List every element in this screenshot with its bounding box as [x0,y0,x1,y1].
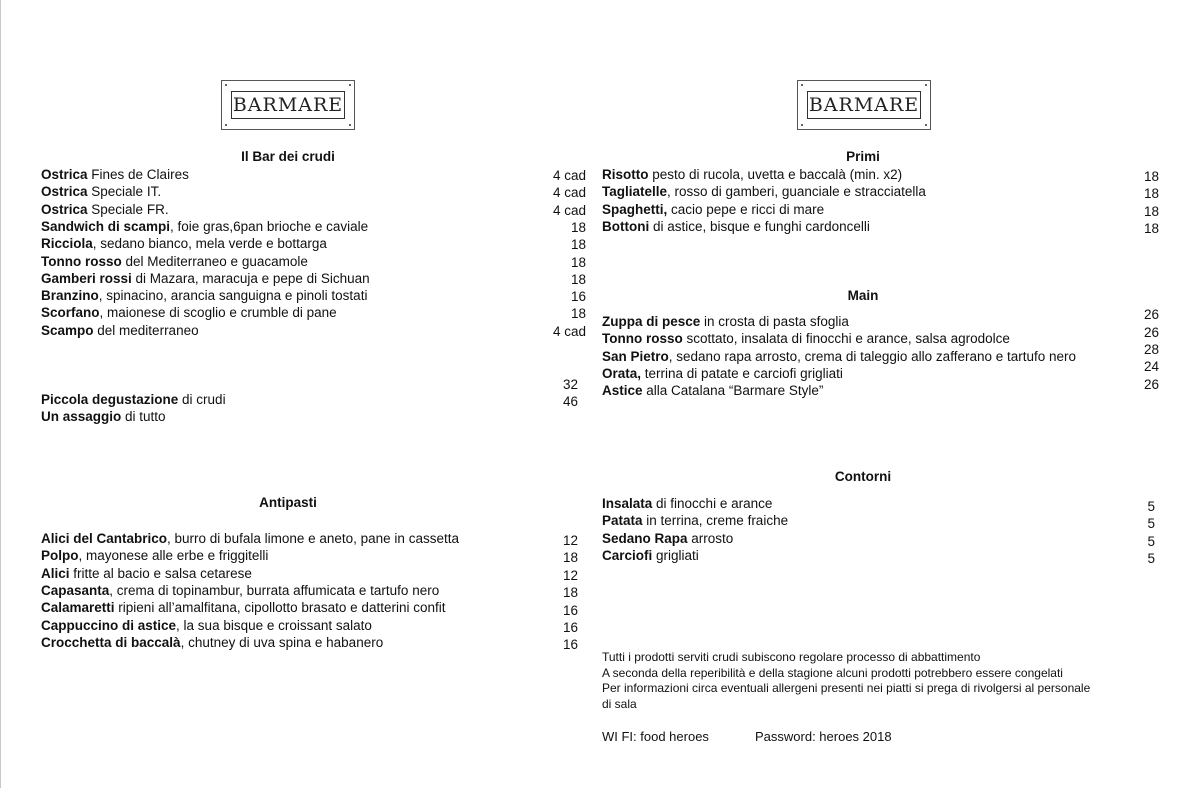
dish-description: , sedano rapa arrosto, crema di taleggio allo zafferano e tartufo nero [668,348,1077,364]
dish-name: Ricciola [41,236,93,252]
dish-name: Ostrica [41,184,88,200]
wifi-password: Password: heroes 2018 [755,729,892,744]
dish-price: 12 [562,568,578,583]
menu-item [41,617,372,634]
menu-item [41,634,383,651]
dish-price: 18 [1143,204,1159,219]
dish-name: Alici [41,565,70,581]
menu-item [602,547,699,564]
wifi-network: WI FI: food heroes [602,729,709,744]
dish-price: 18 [1143,186,1159,201]
menu-item [41,235,327,252]
menu-item [602,166,902,183]
dish-description: Speciale FR. [87,201,169,217]
menu-item [41,183,161,200]
dish-name: Piccola degustazione [41,392,179,407]
dish-name: Scorfano [41,305,100,321]
dish-price: 18 [570,271,586,287]
dish-description: , maionese di scoglio e crumble di pane [99,305,337,321]
dish-price: 16 [562,603,578,618]
menu-item [41,530,459,547]
page-edge [0,0,1,788]
logo-text: BARMARE [807,91,921,119]
dish-price: 4 cad [552,323,586,339]
note-line: Tutti i prodotti serviti crudi subiscono regolare processo di abbattimento [602,650,981,664]
antipasti-heading: Antipasti [259,495,317,510]
dish-name: Patata [602,513,643,529]
dish-description: fritte al bacio e salsa cetarese [69,565,252,581]
dish-description: , mayonese alle erbe e friggitelli [78,548,269,564]
dish-name: Insalata [602,496,653,511]
dish-name: Tonno rosso [41,253,122,269]
dish-name: Zuppa di pesce [602,314,701,329]
dish-description: grigliati [652,547,699,563]
dish-description: scottato, insalata di finocchi e arance, salsa agrodolce [682,331,1010,347]
menu-item [41,304,337,321]
menu-item [41,253,308,270]
dish-name: Risotto [602,167,649,182]
dish-description: in crosta di pasta sfoglia [700,314,849,329]
menu-item [602,382,823,399]
dish-description: arrosto [687,530,734,546]
dish-name: Branzino [41,288,99,304]
primi-heading: Primi [846,149,880,164]
note-line: Per informazioni circa eventuali allergeni presenti nei piatti si prega di rivolgersi al personale [602,681,1091,695]
degustazione-price: 32 [562,377,578,392]
dish-description: di crudi [178,392,226,407]
dish-name: San Pietro [602,348,669,364]
dish-price: 5 [1147,516,1155,531]
degustazione-price: 46 [562,394,578,409]
note-line: di sala [602,696,637,711]
dish-name: Ostrica [41,167,88,182]
dish-price: 4 cad [552,168,586,183]
dish-name: Tonno rosso [602,331,683,347]
menu-item [41,218,368,235]
menu-item [41,270,370,287]
dish-description: cacio pepe e ricci di mare [667,201,825,217]
dish-price: 18 [1143,169,1159,184]
dish-price: 28 [1143,342,1159,357]
dish-price: 18 [570,237,586,253]
dish-description: Fines de Claires [87,167,189,182]
dish-description: , la sua bisque e croissant salato [176,617,372,633]
dish-description: del Mediterraneo e guacamole [121,253,308,269]
dish-description: , rosso di gamberi, guanciale e stracciatella [667,184,926,200]
dish-description: di tutto [121,409,166,425]
dish-name: Cappuccino di astice [41,617,177,633]
dish-name: Ostrica [41,201,88,217]
dish-description: pesto di rucola, uvetta e baccalà (min. x2) [648,167,903,182]
dish-name: Sedano Rapa [602,530,688,546]
logo-left [221,80,355,130]
dish-name: Alici del Cantabrico [41,531,168,546]
dish-price: 18 [570,219,586,235]
dish-description: del mediterraneo [93,322,199,338]
menu-item [41,599,445,616]
dish-price: 26 [1143,377,1159,392]
dish-name: Bottoni [602,218,650,234]
menu-item [602,495,772,512]
dish-price: 16 [562,637,578,652]
dish-description: di astice, bisque e funghi cardoncelli [649,218,870,234]
menu-item [41,287,367,304]
dish-description: ripieni all’amalfitana, cipollotto brasato e datterini confit [114,600,446,616]
dish-price: 5 [1147,534,1155,549]
menu-item [602,365,843,382]
menu-item [41,408,166,425]
dish-price: 12 [562,533,578,548]
dish-description: , crema di topinambur, burrata affumicata e tartufo nero [109,582,440,598]
menu-item [602,330,1010,347]
dish-price: 18 [1143,221,1159,236]
dish-name: Spaghetti, [602,201,668,217]
dish-description: di Mazara, maracuja e pepe di Sichuan [131,270,370,286]
menu-item [41,391,226,408]
dish-name: Capasanta [41,582,110,598]
menu-item [602,183,926,200]
menu-item [602,348,1076,365]
dish-name: Polpo [41,548,79,564]
dish-description: in terrina, creme fraiche [642,513,789,529]
dish-description: , burro di bufala limone e aneto, pane in cassetta [167,531,459,546]
menu-item [602,201,824,218]
dish-name: Tagliatelle [602,184,668,200]
dish-name: Astice [602,383,643,399]
dish-description: , spinacino, arancia sanguigna e pinoli tostati [98,288,368,304]
logo-text: BARMARE [231,91,345,119]
logo-right [797,80,931,130]
dish-price: 5 [1147,499,1155,514]
dish-description: , chutney di uva spina e habanero [180,634,384,650]
dish-description: alla Catalana “Barmare Style” [642,383,824,399]
menu-item [602,512,788,529]
menu-item [41,582,439,599]
menu-item [602,218,870,235]
dish-name: Orata, [602,365,642,381]
dish-description: , foie gras,6pan brioche e caviale [170,218,369,234]
dish-name: Scampo [41,322,94,338]
note-line: A seconda della reperibilità e della stagione alcuni prodotti potrebbero essere congelati [602,665,1063,680]
dish-price: 26 [1143,307,1159,322]
dish-name: Un assaggio [41,409,122,425]
dish-price: 5 [1147,551,1155,566]
dish-name: Crocchetta di baccalà [41,634,181,650]
crudi-heading: Il Bar dei crudi [241,149,335,164]
dish-price: 26 [1143,325,1159,340]
dish-price: 24 [1143,359,1159,374]
dish-description: terrina di patate e carciofi grigliati [641,365,843,381]
menu-item [41,547,268,564]
dish-name: Gamberi rossi [41,270,132,286]
menu-item [41,565,252,582]
dish-price: 18 [570,254,586,270]
menu-item [602,530,733,547]
menu-item [602,313,849,330]
dish-price: 18 [562,585,578,600]
dish-name: Sandwich di scampi [41,218,171,234]
dish-price: 16 [570,289,586,305]
dish-description: , sedano bianco, mela verde e bottarga [92,236,327,252]
dish-name: Carciofi [602,547,653,563]
main-heading: Main [847,288,879,303]
menu-item [41,322,199,339]
dish-price: 18 [570,306,586,322]
contorni-heading: Contorni [834,469,892,484]
dish-price: 4 cad [552,202,586,218]
menu-item [41,166,189,183]
menu-item [41,201,169,218]
dish-price: 18 [562,550,578,565]
dish-description: Speciale IT. [87,184,162,200]
dish-name: Calamaretti [41,600,115,616]
dish-price: 4 cad [552,185,586,201]
dish-price: 16 [562,620,578,635]
dish-description: di finocchi e arance [652,496,773,511]
